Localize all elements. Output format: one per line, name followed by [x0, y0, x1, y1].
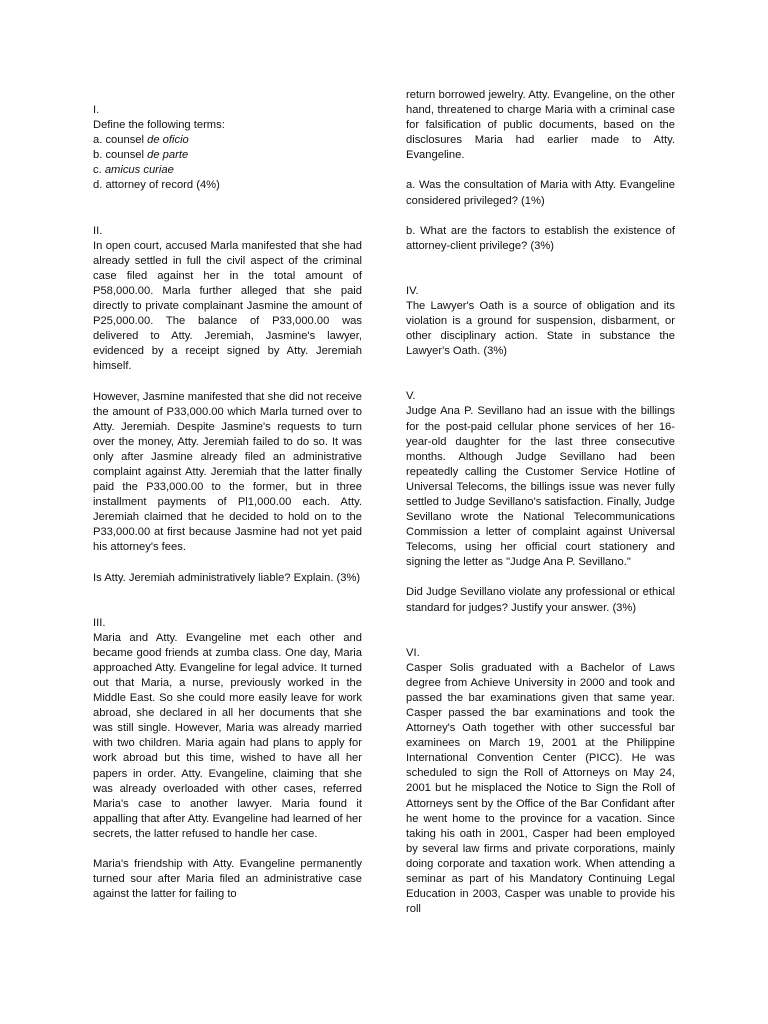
question-number: I. [93, 104, 100, 116]
question-prompt: Is Atty. Jeremiah administratively liable? Explain. (3%) [93, 571, 361, 584]
left-column [93, 88, 362, 902]
question-3-continued [406, 88, 675, 254]
paragraph: The Lawyer's Oath is a source of obligation and its violation is a ground for suspension, disbarment, or other disciplinary action. State in substance the Lawyer's Oath. (3%) [406, 299, 675, 358]
question-intro: Define the following terms: [93, 119, 225, 132]
paragraph: In open court, accused Marla manifested that she had already settled in full the civil aspect of the criminal case filed against her in the total amount of P58,000.00. Marla further alleged that she paid directly to private complainant Jasmine the amount of P25,000.00. The balance of P33,000.00 was delivered to Atty. Jeremiah, Jasmine's lawyer, evidenced by a receipt signed by Atty. Jeremiah himself. [93, 239, 362, 373]
right-column [406, 88, 675, 917]
question-prompt: a. Was the consultation of Maria with Atty. Evangeline considered privileged? (1%) [406, 179, 675, 207]
paragraph: Judge Ana P. Sevillano had an issue with the billings for the post-paid cellular phone services of her 16-year-old daughter for the last three consecutive months. Although Judge Sevillano had been repeatedly calling the Customer Service Hotline of Universal Telecoms, the billings issue was never fully settled to Judge Sevillano's satisfaction. Finally, Judge Sevillano wrote the National Telecommunications Commission a letter of complaint against Universal Telecoms, using her official court stationery and signing the letter as "Judge Ana P. Sevillano." [406, 405, 675, 569]
paragraph: Maria's friendship with Atty. Evangeline permanently turned sour after Maria filed an administrative case against the latter for failing to [93, 858, 362, 901]
question-prompt: Did Judge Sevillano violate any professional or ethical standard for judges? Justify your answer. (3%) [406, 586, 675, 614]
term-item: d. attorney of record (4%) [93, 179, 220, 192]
term-item: c. amicus curiae [93, 164, 174, 177]
question-number: IV. [406, 284, 419, 297]
paragraph: return borrowed jewelry. Atty. Evangeline, on the other hand, threatened to charge Maria with a criminal case for falsification of public documents, based on the disclosures Maria had earlier made to Atty. Evangeline. [406, 89, 675, 162]
paragraph: Casper Solis graduated with a Bachelor of Laws degree from Achieve University in 2000 and took and passed the bar examinations given that same year. Casper passed the bar examinations and took the Attorney's Oath together with other successful bar examinees on March 19, 2001 at the Philippine International Convention Center (PICC). He was scheduled to sign the Roll of Attorneys on May 24, 2001 but he misplaced the Notice to Sign the Roll of Attorneys sent by the Office of the Bar Confidant after he went home to the province for a vacation. Since taking his oath in 2001, Casper had been employed by several law firms and private corporations, mainly doing corporate and taxation work. When attending a seminar as part of his Mandatory Continuing Legal Education in 2003, Casper was unable to provide his roll [406, 661, 675, 916]
paragraph: Maria and Atty. Evangeline met each other and became good friends at zumba class. One day, Maria approached Atty. Evangeline for legal advice. It turned out that Maria, a nurse, previously worked in the Middle East. So she could more easily leave for work abroad, she declared in all her documents that she was still single. However, Maria was already married with two children. Maria again had plans to apply for work abroad but this time, wished to have all her papers in order. Atty. Evangeline, claiming that she was already overloaded with other cases, referred Maria's case to another lawyer. Maria found it appalling that after Atty. Evangeline had learned of her secrets, the latter refused to handle her case. [93, 631, 362, 840]
term-item: a. counsel de oficio [93, 134, 189, 147]
term-item: b. counsel de parte [93, 149, 189, 162]
question-5 [406, 389, 675, 615]
question-4 [406, 284, 675, 359]
question-number: V. [406, 390, 416, 403]
question-2 [93, 224, 362, 586]
question-6 [406, 646, 675, 918]
question-number: VI. [406, 646, 420, 659]
question-number: III. [93, 616, 106, 629]
question-number: II. [93, 224, 103, 237]
paragraph: However, Jasmine manifested that she did not receive the amount of P33,000.00 which Marla turned over to Atty. Jeremiah. Despite Jasmine's requests to turn over the money, Atty. Jeremiah failed to do so. It was only after Jasmine already filed an administrative complaint against Atty. Jeremiah that the latter finally paid the P33,000.00 to the former, but in three installment payments of Pl1,000.00 each. Atty. Jeremiah claimed that he decided to hold on to the P33,000.00 at first because Jasmine had not yet paid his attorney's fees. [93, 390, 362, 554]
question-prompt: b. What are the factors to establish the existence of attorney-client privilege? (3%) [406, 224, 675, 252]
question-3 [93, 616, 362, 903]
question-1 [93, 103, 362, 194]
